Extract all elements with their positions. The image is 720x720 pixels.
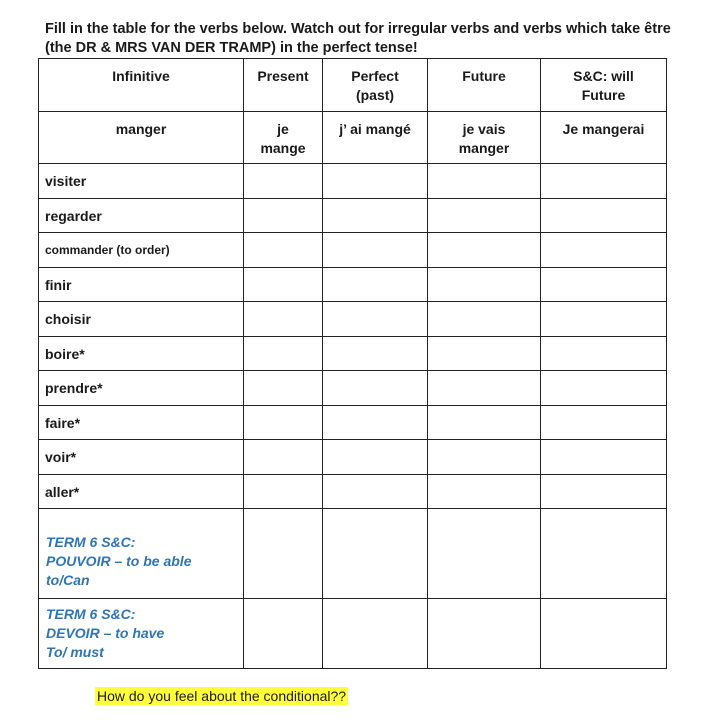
- verb-infinitive: boire*: [39, 337, 244, 371]
- perfect-cell[interactable]: [323, 233, 428, 268]
- verb-infinitive: voir*: [39, 440, 244, 475]
- verb-row: [39, 371, 667, 406]
- conditional-question: How do you feel about the conditional??: [97, 688, 347, 704]
- sc-future-cell[interactable]: [541, 440, 667, 475]
- header-present: Present: [244, 59, 323, 112]
- perfect-cell[interactable]: [323, 371, 428, 406]
- perfect-cell[interactable]: [323, 406, 428, 440]
- future-cell[interactable]: [428, 599, 541, 669]
- term-devoir-label: TERM 6 S&C: DEVOIR – to have To/ must: [39, 599, 244, 669]
- verb-row: [39, 337, 667, 371]
- future-cell[interactable]: [428, 337, 541, 371]
- future-cell[interactable]: [428, 371, 541, 406]
- header-future: Future: [428, 59, 541, 112]
- verb-infinitive: choisir: [39, 302, 244, 337]
- future-cell[interactable]: [428, 406, 541, 440]
- present-cell[interactable]: [244, 599, 323, 669]
- perfect-cell[interactable]: [323, 164, 428, 199]
- perfect-cell[interactable]: [323, 599, 428, 669]
- verb-table: [38, 58, 667, 669]
- verb-infinitive: faire*: [39, 406, 244, 440]
- sc-future-cell[interactable]: [541, 337, 667, 371]
- verb-infinitive: regarder: [39, 199, 244, 233]
- future-cell[interactable]: [428, 302, 541, 337]
- sc-future-cell[interactable]: [541, 371, 667, 406]
- present-cell[interactable]: [244, 199, 323, 233]
- header-row: [39, 59, 667, 112]
- example-future: je vais manger: [428, 112, 541, 164]
- example-perfect: j’ ai mangé: [323, 112, 428, 164]
- future-cell[interactable]: [428, 268, 541, 302]
- example-infinitive: manger: [39, 112, 244, 164]
- instructions-line-2: (the DR & MRS VAN DER TRAMP) in the perfect tense!: [45, 40, 418, 56]
- verb-infinitive: prendre*: [39, 371, 244, 406]
- future-cell[interactable]: [428, 164, 541, 199]
- future-cell[interactable]: [428, 199, 541, 233]
- perfect-cell[interactable]: [323, 440, 428, 475]
- present-cell[interactable]: [244, 337, 323, 371]
- future-cell[interactable]: [428, 233, 541, 268]
- verb-row: [39, 406, 667, 440]
- sc-future-cell[interactable]: [541, 233, 667, 268]
- sc-future-cell[interactable]: [541, 199, 667, 233]
- example-row: [39, 112, 667, 164]
- term-row-devoir: [39, 599, 667, 669]
- verb-row: [39, 440, 667, 475]
- present-cell[interactable]: [244, 475, 323, 509]
- present-cell[interactable]: [244, 371, 323, 406]
- term-row-pouvoir: [39, 509, 667, 599]
- instructions: [45, 20, 715, 58]
- header-sc-will-future: S&C: will Future: [541, 59, 667, 112]
- instructions-line-1: Fill in the table for the verbs below. Watch out for irregular verbs and verbs which take être: [45, 21, 671, 37]
- verb-row: [39, 268, 667, 302]
- sc-future-cell[interactable]: [541, 164, 667, 199]
- term-pouvoir-label: TERM 6 S&C: POUVOIR – to be able to/Can: [39, 509, 244, 599]
- verb-row: [39, 302, 667, 337]
- example-present: je mange: [244, 112, 323, 164]
- sc-future-cell[interactable]: [541, 406, 667, 440]
- sc-future-cell[interactable]: [541, 302, 667, 337]
- header-infinitive: Infinitive: [39, 59, 244, 112]
- present-cell[interactable]: [244, 302, 323, 337]
- present-cell[interactable]: [244, 440, 323, 475]
- perfect-cell[interactable]: [323, 337, 428, 371]
- verb-infinitive: visiter: [39, 164, 244, 199]
- present-cell[interactable]: [244, 406, 323, 440]
- present-cell[interactable]: [244, 233, 323, 268]
- header-perfect: Perfect (past): [323, 59, 428, 112]
- verb-row: [39, 199, 667, 233]
- example-sc-future: Je mangerai: [541, 112, 667, 164]
- verb-infinitive: aller*: [39, 475, 244, 509]
- perfect-cell[interactable]: [323, 199, 428, 233]
- present-cell[interactable]: [244, 509, 323, 599]
- future-cell[interactable]: [428, 509, 541, 599]
- sc-future-cell[interactable]: [541, 475, 667, 509]
- verb-infinitive: commander (to order): [39, 233, 244, 268]
- present-cell[interactable]: [244, 164, 323, 199]
- perfect-cell[interactable]: [323, 268, 428, 302]
- perfect-cell[interactable]: [323, 475, 428, 509]
- future-cell[interactable]: [428, 475, 541, 509]
- sc-future-cell[interactable]: [541, 599, 667, 669]
- verb-infinitive: finir: [39, 268, 244, 302]
- sc-future-cell[interactable]: [541, 268, 667, 302]
- present-cell[interactable]: [244, 268, 323, 302]
- perfect-cell[interactable]: [323, 509, 428, 599]
- future-cell[interactable]: [428, 440, 541, 475]
- verb-row: [39, 233, 667, 268]
- verb-row: [39, 475, 667, 509]
- verb-row: [39, 164, 667, 199]
- perfect-cell[interactable]: [323, 302, 428, 337]
- sc-future-cell[interactable]: [541, 509, 667, 599]
